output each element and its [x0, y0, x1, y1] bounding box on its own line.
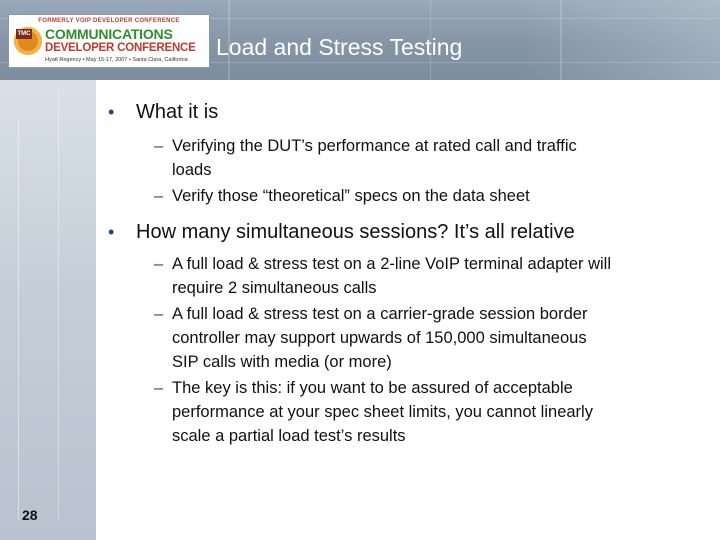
sub-bullet-symbol: – [154, 255, 164, 273]
bullet-symbol: • [108, 102, 115, 122]
sub-bullet-symbol: – [154, 137, 164, 155]
bullet-text: How many simultaneous sessions? It’s all relative [136, 221, 575, 243]
sub-bullet-line: Verify those “theoretical” specs on the data sheet [172, 187, 530, 205]
sub-bullet-line: require 2 simultaneous calls [172, 279, 377, 297]
bullet-list [108, 96, 708, 466]
bullet-item [108, 220, 708, 244]
left-decoration-strip [0, 80, 96, 540]
sub-bullet-line: performance at your spec sheet limits, you cannot linearly [172, 403, 593, 421]
sub-bullet-item [154, 376, 708, 448]
sub-bullet-item [154, 134, 708, 182]
sub-bullet-symbol: – [154, 379, 164, 397]
strip-decoration-line [58, 90, 59, 520]
logo-top-text: FORMERLY VOIP DEVELOPER CONFERENCE [38, 18, 180, 24]
bullet-text: What it is [136, 101, 219, 123]
logo-line1: COMMUNICATIONS [45, 26, 173, 42]
sub-bullet-symbol: – [154, 187, 164, 205]
sub-bullet-text [172, 134, 704, 182]
slide-title: Load and Stress Testing [216, 34, 463, 60]
sub-bullet-line: scale a partial load test’s results [172, 427, 406, 445]
logo-badge: TMC [17, 31, 31, 37]
sub-bullet-line: SIP calls with media (or more) [172, 353, 392, 371]
sub-bullet-line: The key is this: if you want to be assured of acceptable [172, 379, 573, 397]
strip-decoration-line [18, 120, 19, 520]
conference-logo [8, 14, 210, 68]
sub-bullet-item [154, 252, 708, 300]
sub-bullet-item [154, 184, 708, 208]
sub-bullet-line: A full load & stress test on a 2-line VoIP terminal adapter will [172, 255, 612, 273]
sub-bullet-text [172, 252, 704, 300]
sub-bullet-item [154, 302, 708, 374]
sub-bullet-line: Verifying the DUT’s performance at rated call and traffic [172, 137, 577, 155]
logo-line2: DEVELOPER CONFERENCE [45, 42, 196, 54]
logo-line3: Hyatt Regency • May 15-17, 2007 • Santa Clara, California [45, 57, 188, 63]
sub-bullet-text [172, 302, 704, 374]
header-band [0, 0, 720, 80]
page-number: 28 [22, 507, 38, 523]
bullet-item [108, 100, 708, 124]
sub-bullet-symbol: – [154, 305, 164, 323]
sub-bullet-text [172, 184, 704, 208]
sub-bullet-line: controller may support upwards of 150,000 simultaneous [172, 329, 587, 347]
sub-bullet-text [172, 376, 704, 448]
bullet-symbol: • [108, 222, 115, 242]
sub-bullet-line: loads [172, 161, 212, 179]
sub-bullet-line: A full load & stress test on a carrier-grade session border [172, 305, 588, 323]
logo-emblem-icon [14, 27, 42, 55]
